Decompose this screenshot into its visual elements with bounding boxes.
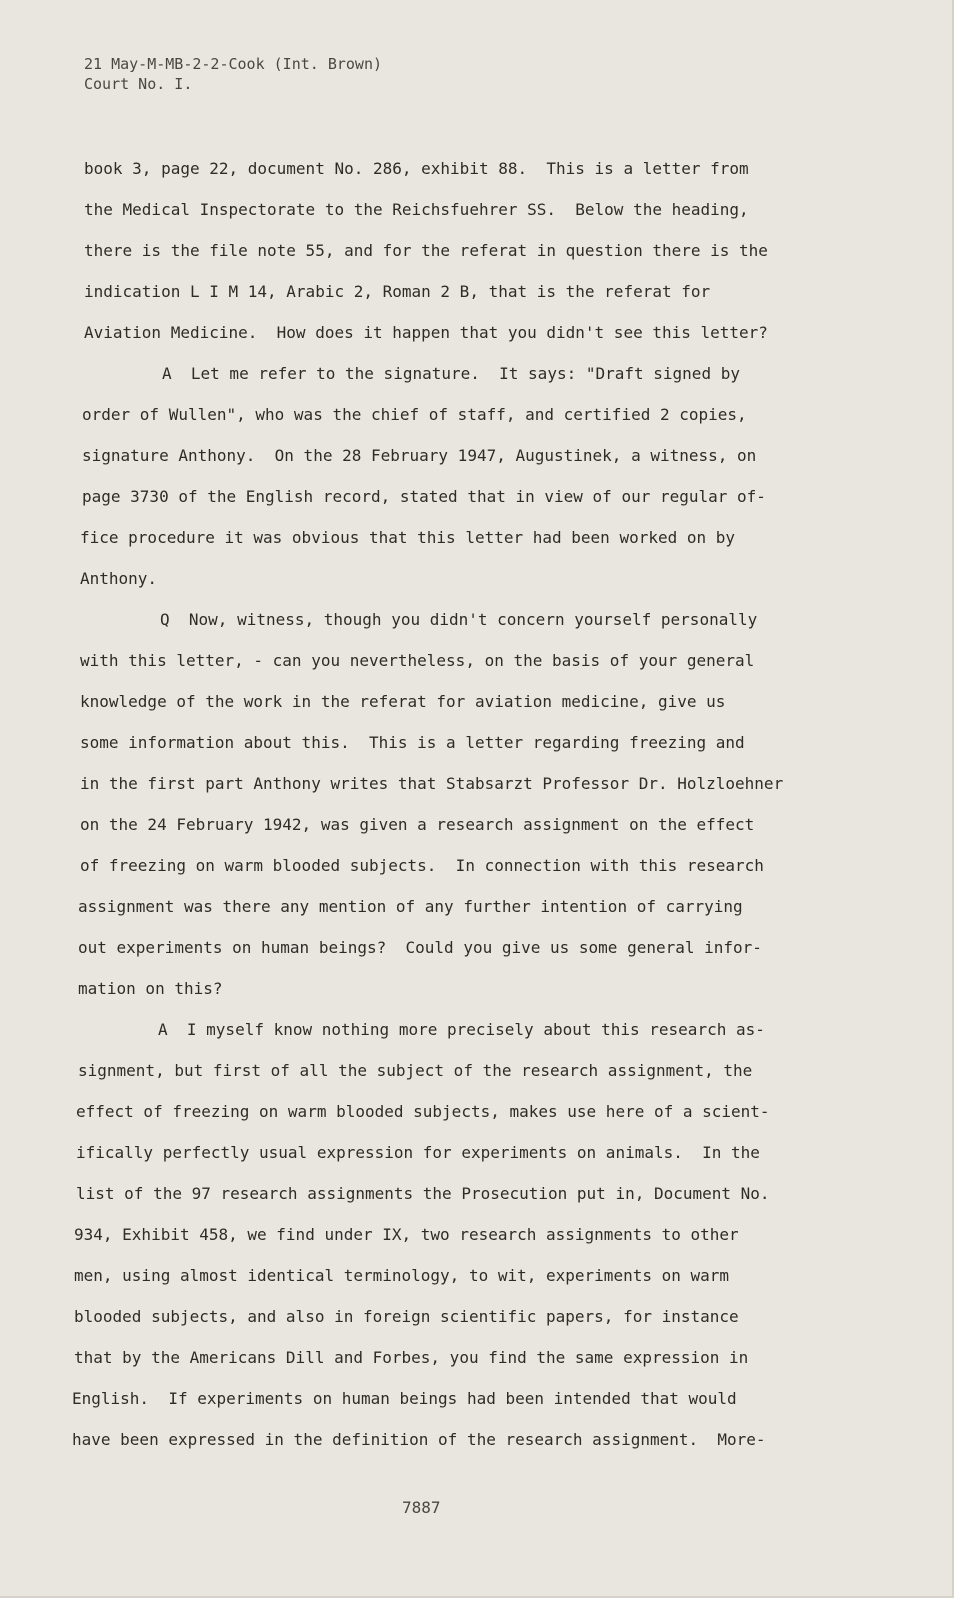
text-line: that by the Americans Dill and Forbes, you find the same expression in [74,1348,749,1367]
text-line: Q Now, witness, though you didn't concern yourself personally [160,610,758,629]
text-line: Anthony. [80,569,158,588]
page-number: 7887 [402,1498,441,1517]
text-line: of freezing on warm blooded subjects. In connection with this research [80,856,764,875]
text-line: A I myself know nothing more precisely about this research as- [158,1020,765,1039]
text-line: the Medical Inspectorate to the Reichsfuehrer SS. Below the heading, [84,200,749,219]
text-line: order of Wullen", who was the chief of staff, and certified 2 copies, [82,405,747,424]
page-header [84,54,382,94]
text-line: mation on this? [78,979,223,998]
text-line: A Let me refer to the signature. It says: "Draft signed by [162,364,740,383]
text-line: assignment was there any mention of any further intention of carrying [78,897,743,916]
text-line: in the first part Anthony writes that Stabsarzt Professor Dr. Holzloehner [80,774,784,793]
text-line: signment, but first of all the subject of the research assignment, the [78,1061,753,1080]
text-line: indication L I M 14, Arabic 2, Roman 2 B, that is the referat for [84,282,711,301]
text-line: English. If experiments on human beings had been intended that would [72,1389,737,1408]
text-line: list of the 97 research assignments the Prosecution put in, Document No. [76,1184,770,1203]
text-line: page 3730 of the English record, stated that in view of our regular of- [82,487,766,506]
text-line: Aviation Medicine. How does it happen that you didn't see this letter? [84,323,768,342]
text-line: there is the file note 55, and for the referat in question there is the [84,241,768,260]
text-line: men, using almost identical terminology, to wit, experiments on warm [74,1266,730,1285]
header-court-number: Court No. I. [84,75,193,93]
text-line: knowledge of the work in the referat for aviation medicine, give us [80,692,726,711]
text-line: with this letter, - can you nevertheless, on the basis of your general [80,651,755,670]
text-line: have been expressed in the definition of the research assignment. More- [72,1430,766,1449]
text-line: some information about this. This is a letter regarding freezing and [80,733,745,752]
text-line: book 3, page 22, document No. 286, exhibit 88. This is a letter from [84,159,749,178]
text-line: out experiments on human beings? Could you give us some general infor- [78,938,762,957]
header-case-reference: 21 May-M-MB-2-2-Cook (Int. Brown) [84,55,383,73]
text-line: signature Anthony. On the 28 February 1947, Augustinek, a witness, on [82,446,757,465]
text-line: 934, Exhibit 458, we find under IX, two research assignments to other [74,1225,739,1244]
text-line: effect of freezing on warm blooded subjects, makes use here of a scient- [76,1102,770,1121]
text-line: fice procedure it was obvious that this letter had been worked on by [80,528,736,547]
text-line: blooded subjects, and also in foreign scientific papers, for instance [74,1307,739,1326]
text-line: on the 24 February 1942, was given a research assignment on the effect [80,815,755,834]
text-line: ifically perfectly usual expression for experiments on animals. In the [76,1143,760,1162]
